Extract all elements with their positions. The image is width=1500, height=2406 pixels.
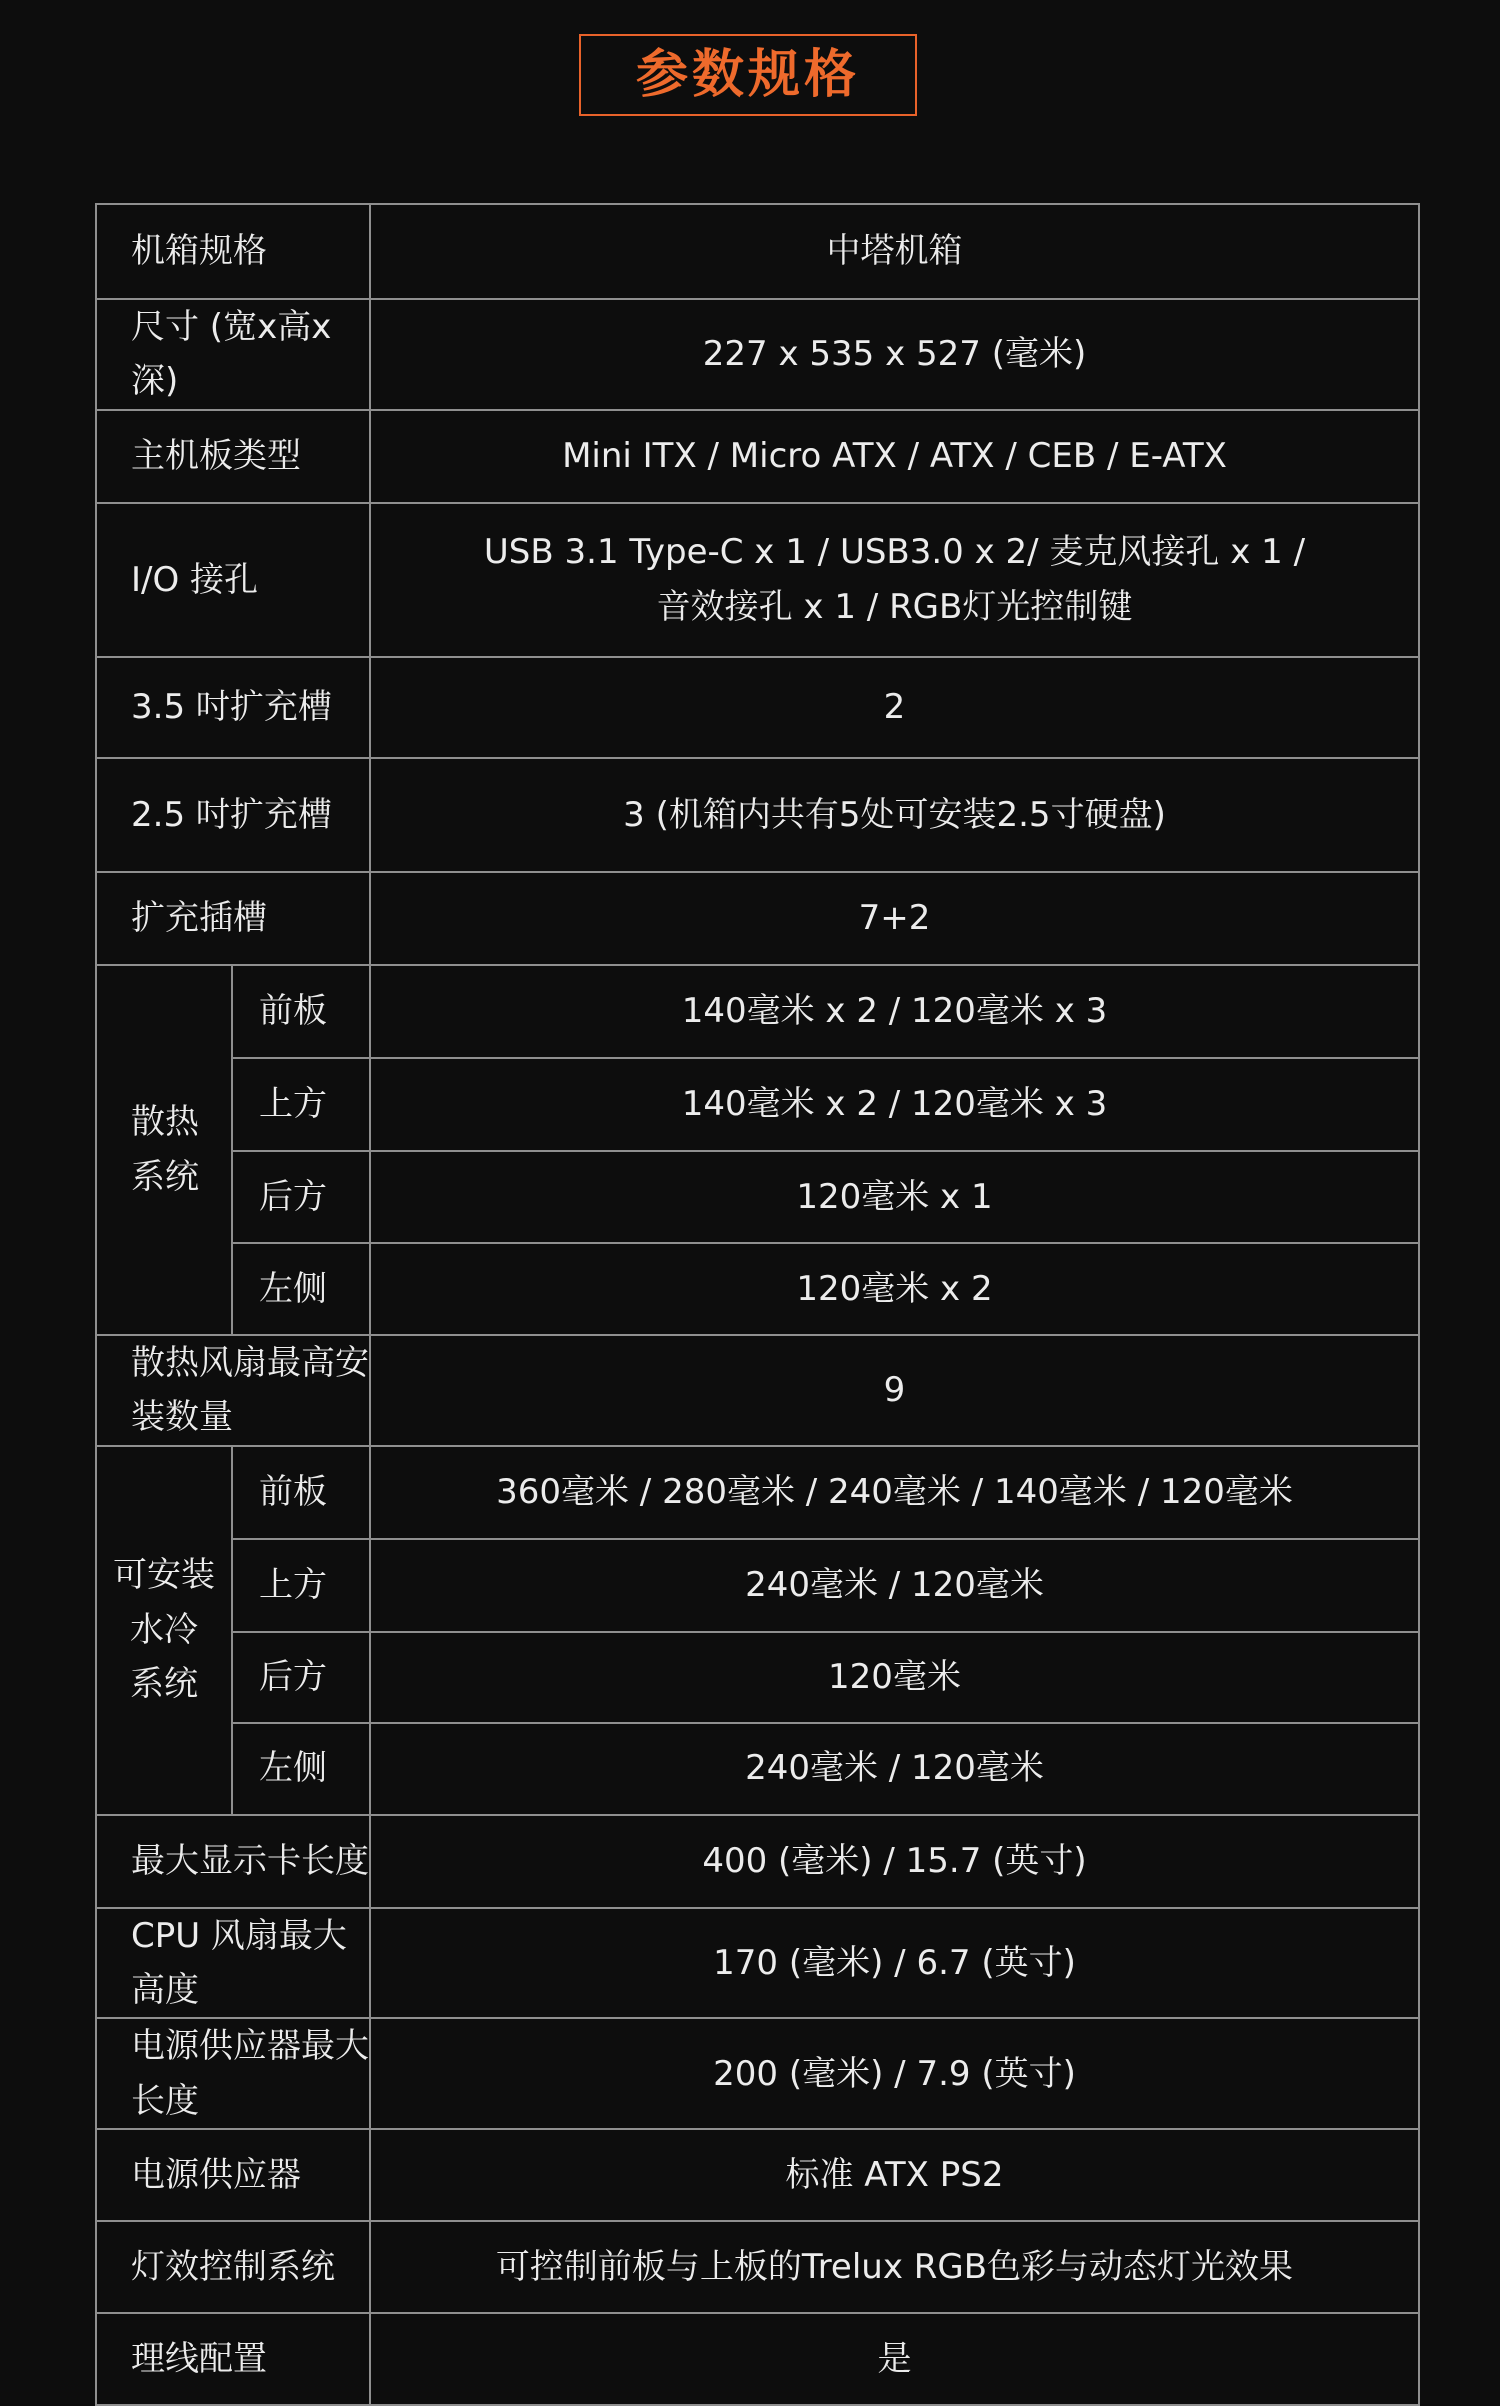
liquid-label-line: 可安装水冷 — [113, 1555, 215, 1650]
cooling-position: 前板 — [232, 965, 370, 1058]
spec-label: 机箱规格 — [96, 204, 370, 299]
spec-row-cooling-top — [96, 1058, 1419, 1151]
cooling-position: 上方 — [232, 1058, 370, 1151]
spec-value: 7+2 — [370, 872, 1419, 965]
spec-label: 理线配置 — [96, 2313, 370, 2405]
spec-label: CPU 风扇最大高度 — [96, 1908, 370, 2019]
liquid-cooling-label — [96, 1446, 232, 1815]
spec-row-25-bays — [96, 758, 1419, 872]
cooling-position: 后方 — [232, 1151, 370, 1243]
spec-table — [95, 203, 1420, 2406]
spec-label: 2.5 吋扩充槽 — [96, 758, 370, 872]
spec-value: 170 (毫米) / 6.7 (英寸) — [370, 1908, 1419, 2019]
spec-row-cooling-side — [96, 1243, 1419, 1335]
spec-value: 400 (毫米) / 15.7 (英寸) — [370, 1815, 1419, 1908]
title-box — [579, 34, 917, 116]
spec-label: I/O 接孔 — [96, 503, 370, 657]
liquid-value: 120毫米 — [370, 1632, 1419, 1723]
spec-label: 最大显示卡长度 — [96, 1815, 370, 1908]
spec-row-max-fans — [96, 1335, 1419, 1446]
spec-label: 3.5 吋扩充槽 — [96, 657, 370, 758]
spec-label: 灯效控制系统 — [96, 2221, 370, 2313]
cooling-label: 散热系统 — [96, 965, 232, 1335]
spec-value: 是 — [370, 2313, 1419, 2405]
page-title: 参数规格 — [635, 45, 860, 105]
spec-value: 200 (毫米) / 7.9 (英寸) — [370, 2018, 1419, 2129]
spec-row-35-bays — [96, 657, 1419, 758]
spec-row-liquid-side — [96, 1723, 1419, 1815]
spec-row-cooling-front — [96, 965, 1419, 1058]
spec-value-line: 音效接孔 x 1 / RGB灯光控制键 — [656, 586, 1133, 627]
spec-row-lighting — [96, 2221, 1419, 2313]
liquid-value: 240毫米 / 120毫米 — [370, 1539, 1419, 1632]
spec-row-dimensions — [96, 299, 1419, 410]
spec-value: 3 (机箱内共有5处可安装2.5寸硬盘) — [370, 758, 1419, 872]
spec-value-line: USB 3.1 Type-C x 1 / USB3.0 x 2/ 麦克风接孔 x 1 / — [483, 532, 1306, 573]
spec-row-motherboard — [96, 410, 1419, 503]
spec-row-cable-management — [96, 2313, 1419, 2405]
spec-label: 电源供应器最大长度 — [96, 2018, 370, 2129]
spec-value: 标准 ATX PS2 — [370, 2129, 1419, 2221]
liquid-value: 360毫米 / 280毫米 / 240毫米 / 140毫米 / 120毫米 — [370, 1446, 1419, 1539]
spec-row-liquid-front — [96, 1446, 1419, 1539]
cooling-value: 140毫米 x 2 / 120毫米 x 3 — [370, 965, 1419, 1058]
spec-row-liquid-rear — [96, 1632, 1419, 1723]
spec-row-gpu-length — [96, 1815, 1419, 1908]
spec-row-psu-length — [96, 2018, 1419, 2129]
spec-row-liquid-top — [96, 1539, 1419, 1632]
spec-label: 尺寸 (宽x高x深) — [96, 299, 370, 410]
spec-value: 9 — [370, 1335, 1419, 1446]
cooling-position: 左侧 — [232, 1243, 370, 1335]
spec-row-psu — [96, 2129, 1419, 2221]
spec-row-cpu-cooler-height — [96, 1908, 1419, 2019]
liquid-position: 前板 — [232, 1446, 370, 1539]
spec-value: 2 — [370, 657, 1419, 758]
spec-row-chassis-type — [96, 204, 1419, 299]
spec-value: 可控制前板与上板的Trelux RGB色彩与动态灯光效果 — [370, 2221, 1419, 2313]
spec-label: 扩充插槽 — [96, 872, 370, 965]
liquid-value: 240毫米 / 120毫米 — [370, 1723, 1419, 1815]
spec-label: 电源供应器 — [96, 2129, 370, 2221]
spec-row-cooling-rear — [96, 1151, 1419, 1243]
cooling-value: 120毫米 x 1 — [370, 1151, 1419, 1243]
spec-row-expansion-slots — [96, 872, 1419, 965]
spec-label: 主机板类型 — [96, 410, 370, 503]
spec-value: 227 x 535 x 527 (毫米) — [370, 299, 1419, 410]
spec-value: 中塔机箱 — [370, 204, 1419, 299]
spec-label: 散热风扇最高安装数量 — [96, 1335, 370, 1446]
liquid-position: 后方 — [232, 1632, 370, 1723]
spec-value — [370, 503, 1419, 657]
spec-value: Mini ITX / Micro ATX / ATX / CEB / E-ATX — [370, 410, 1419, 503]
liquid-position: 左侧 — [232, 1723, 370, 1815]
liquid-position: 上方 — [232, 1539, 370, 1632]
cooling-value: 140毫米 x 2 / 120毫米 x 3 — [370, 1058, 1419, 1151]
liquid-label-line: 系统 — [130, 1664, 198, 1705]
cooling-value: 120毫米 x 2 — [370, 1243, 1419, 1335]
spec-row-io-ports — [96, 503, 1419, 657]
